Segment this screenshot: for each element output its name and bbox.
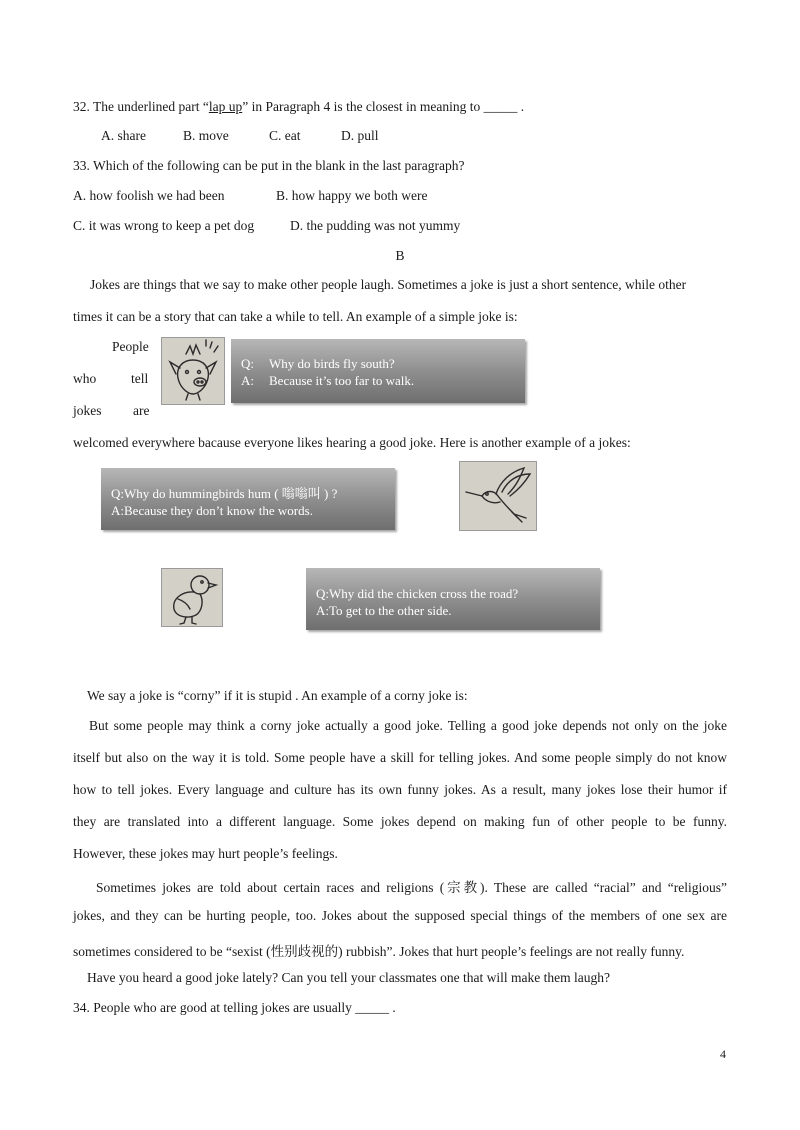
q32-question [73,99,524,115]
chick-icon [161,568,223,627]
para3-line4: they are translated into a different language. Some jokes depend on making fun of other people to be funny. [73,814,727,829]
q33-option-a: A. how foolish we had been [73,188,225,203]
q32-option-c: C. eat [269,128,301,143]
side-word-tell: tell [131,371,149,386]
side-word-who: who [73,371,97,386]
joke2-question: Q:Why do hummingbirds hum ( 嗡嗡叫 ) ? [111,486,338,501]
q32-option-a: A. share [101,128,146,143]
joke3-box [306,568,600,630]
corny-line: We say a joke is “corny” if it is stupid . An example of a corny joke is: [87,688,468,703]
q33-option-b: B. how happy we both were [276,188,428,203]
joke1-answer [241,372,515,389]
side-word-people: People [112,339,149,354]
joke1-a-label: A: [241,373,254,388]
para4-line2: jokes, and they can be hurting people, too. Jokes about the supposed special things of the members of one sex are [73,908,727,923]
para3-line1: But some people may think a corny joke actually a good joke. Telling a good joke depends not only on the joke [89,718,727,733]
pig-face-icon [161,337,225,405]
q34-question: 34. People who are good at telling jokes are usually _____ . [73,1000,396,1015]
q32-options [101,128,379,144]
joke3-answer: A:To get to the other side. [316,603,452,618]
joke1-box [231,339,525,403]
q33-question: 33. Which of the following can be put in the blank in the last paragraph? [73,158,465,173]
para1-line2: times it can be a story that can take a while to tell. An example of a simple joke is: [73,309,518,324]
side-word-jokes: jokes [73,403,102,418]
q32-underlined-phrase: lap up [208,99,243,114]
para2: welcomed everywhere bacause everyone likes hearing a good joke. Here is another example of a jokes: [73,435,631,450]
q32-option-d: D. pull [341,128,379,143]
q32-open-quote: “ [202,99,209,114]
para4-line1: Sometimes jokes are told about certain races and religions (宗教). These are called “racial” and “religious” [96,880,727,895]
para4-line3: sometimes considered to be “sexist (性别歧视的) rubbish”. Jokes that hurt people’s feelings are not really funny. [73,944,685,959]
para5: Have you heard a good joke lately? Can you tell your classmates one that will make them laugh? [87,970,610,985]
joke3-question: Q:Why did the chicken cross the road? [316,586,519,601]
q32-option-b: B. move [183,128,229,143]
section-label: B [395,248,405,263]
q32-suffix: ” in Paragraph 4 is the closest in meaning to _____ . [242,99,525,114]
joke1-question [241,355,515,372]
para1-line1: Jokes are things that we say to make other people laugh. Sometimes a joke is just a short sentence, while other [90,277,687,292]
q33-option-d: D. the pudding was not yummy [290,218,461,233]
page-number: 4 [720,1047,726,1061]
joke1-q-label: Q: [241,356,254,371]
q33-option-c: C. it was wrong to keep a pet dog [73,218,255,233]
para3-line2: itself but also on the way it is told. Some people have a skill for telling jokes. And some people simply do not know [73,750,727,765]
joke2-answer: A:Because they don’t know the words. [111,503,313,518]
joke2-box [101,468,395,530]
joke1-q-text: Why do birds fly south? [269,356,395,371]
joke1-a-text: Because it’s too far to walk. [269,373,415,388]
para3-line5: However, these jokes may hurt people’s feelings. [73,846,338,861]
para3-line3: how to tell jokes. Every language and culture has its own funny jokes. As a result, many jokes lose their humor if [73,782,727,797]
side-word-are: are [133,403,150,418]
q32-prefix: 32. The underlined part [73,99,203,114]
hummingbird-icon [459,461,537,531]
